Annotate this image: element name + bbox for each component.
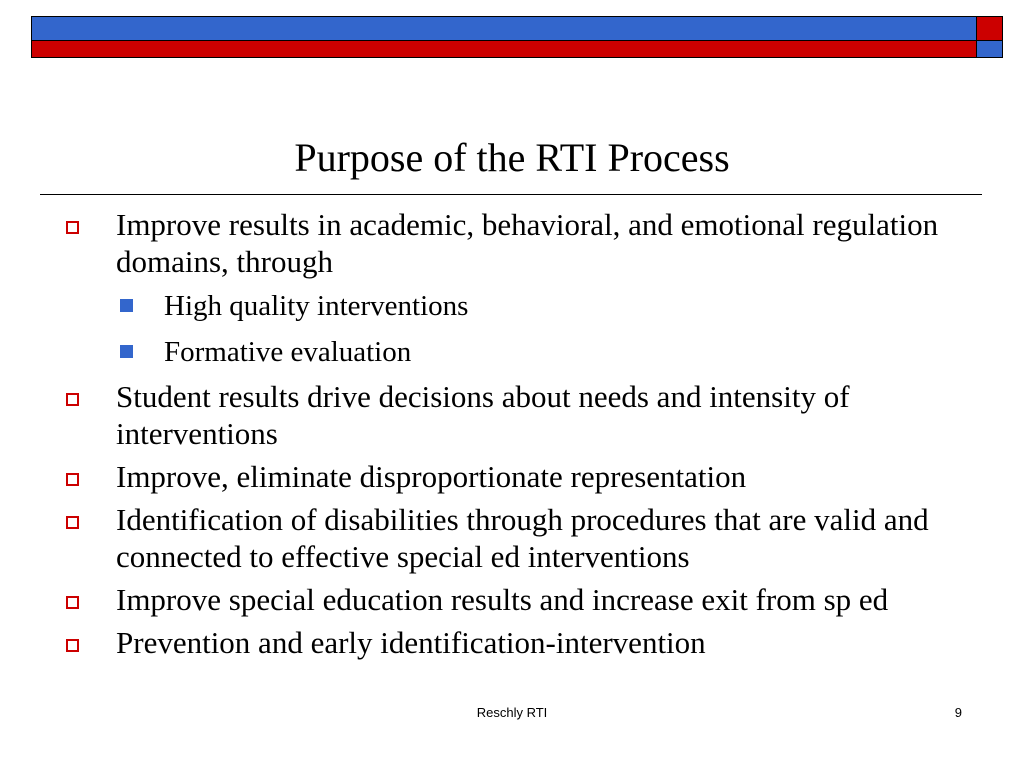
list-item [62,501,962,575]
filled-square-icon [120,345,133,358]
title-divider [40,194,982,195]
header-blue-stripe [31,16,977,41]
page-number: 9 [954,705,962,720]
bullet-list [62,206,962,667]
sub-list-item [62,332,962,372]
list-item-text: Identification of disabilities through procedures that are valid and connected to effective special ed interventions [116,502,929,574]
sub-list-item [62,286,962,326]
list-item [62,624,962,661]
list-item-text: Improve, eliminate disproportionate representation [116,459,747,494]
list-item [62,581,962,618]
list-item-text: Prevention and early identification-intervention [116,625,706,660]
sub-list-item-text: High quality interventions [164,290,469,322]
filled-square-icon [120,299,133,312]
hollow-square-icon [66,596,79,609]
list-item [62,458,962,495]
hollow-square-icon [66,639,79,652]
header-blue-square [977,41,1003,58]
header-decoration-bar [31,16,1003,58]
list-item-text: Improve results in academic, behavioral, and emotional regulation domains, through [116,207,939,279]
hollow-square-icon [66,221,79,234]
header-red-square [977,16,1003,41]
list-item [62,378,962,452]
hollow-square-icon [66,393,79,406]
list-item [62,206,962,280]
hollow-square-icon [66,516,79,529]
slide-title: Purpose of the RTI Process [294,135,730,180]
footer-label: Reschly RTI [476,705,548,720]
list-item-text: Student results drive decisions about needs and intensity of interventions [116,379,850,451]
list-item-text: Improve special education results and increase exit from sp ed [116,582,889,617]
header-red-stripe [31,41,977,58]
sub-list-item-text: Formative evaluation [164,336,412,368]
hollow-square-icon [66,473,79,486]
